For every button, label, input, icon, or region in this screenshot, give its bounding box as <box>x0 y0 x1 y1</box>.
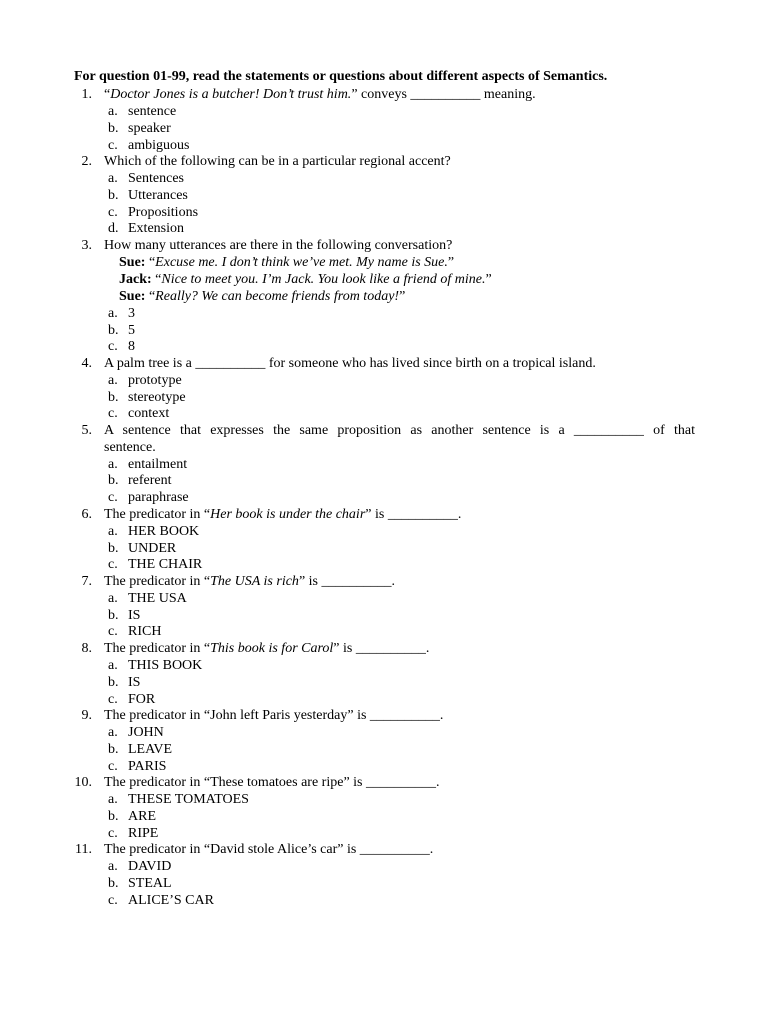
question-text-continued: sentence. <box>104 440 156 455</box>
option-letter: b. <box>108 809 119 824</box>
option-text: JOHN <box>128 725 164 740</box>
question-number: 8. <box>81 641 92 656</box>
question-number: 1. <box>81 87 92 102</box>
option-letter: b. <box>108 121 119 136</box>
question-number: 6. <box>81 507 92 522</box>
option-letter: c. <box>108 692 118 707</box>
option-letter: a. <box>108 373 118 388</box>
option-letter: c. <box>108 557 118 572</box>
question-number: 4. <box>81 356 92 371</box>
option-text: IS <box>128 675 141 690</box>
question-text: The predicator in “John left Paris yesterday” is __________. <box>104 708 444 723</box>
option-text: Propositions <box>128 205 199 220</box>
dialogue-text: Nice to meet you. I’m Jack. You look like a friend of mine. <box>161 272 486 287</box>
option-text: FOR <box>128 692 156 707</box>
option-text: ALICE’S CAR <box>128 893 214 908</box>
option-text: PARIS <box>128 759 167 774</box>
option-letter: c. <box>108 759 118 774</box>
question-text <box>104 573 395 590</box>
dialogue-line: Sue: “Excuse me. I don’t think we’ve met. My name is Sue.” <box>119 255 455 270</box>
speaker-name: Jack: <box>119 272 152 287</box>
option-text: THESE TOMATOES <box>128 792 249 807</box>
option-text: ambiguous <box>128 138 190 153</box>
question-number: 2. <box>81 154 92 169</box>
option-letter: a. <box>108 591 118 606</box>
option-letter: b. <box>108 323 119 338</box>
question-text: Which of the following can be in a particular regional accent? <box>104 154 451 169</box>
option-letter: a. <box>108 457 118 472</box>
option-letter: c. <box>108 138 118 153</box>
option-text: Sentences <box>128 171 184 186</box>
option-text: ARE <box>128 809 156 824</box>
question-text-pre: The predicator in “ <box>104 507 211 522</box>
option-text: THIS BOOK <box>128 658 203 673</box>
option-letter: b. <box>108 188 119 203</box>
option-letter: d. <box>108 221 119 236</box>
option-letter: c. <box>108 624 118 639</box>
question-text <box>104 506 461 523</box>
question-number: 10. <box>74 775 92 790</box>
option-text: stereotype <box>128 390 186 405</box>
option-text: THE USA <box>128 591 187 606</box>
option-letter: b. <box>108 390 119 405</box>
option-letter: b. <box>108 473 119 488</box>
question-number: 7. <box>81 574 92 589</box>
question-text: A sentence that expresses the same proposition as another sentence is a __________ of that <box>104 423 695 438</box>
option-letter: a. <box>108 171 118 186</box>
question-text: A palm tree is a __________ for someone who has lived since birth on a tropical island. <box>104 356 596 371</box>
question-text-rest: ” conveys __________ meaning. <box>351 87 536 102</box>
question-number: 5. <box>81 423 92 438</box>
instructions-heading: For question 01-99, read the statements or questions about different aspects of Semantics. <box>74 69 608 84</box>
speaker-name: Sue: <box>119 255 146 270</box>
question-number: 9. <box>81 708 92 723</box>
speaker-name: Sue: <box>119 289 146 304</box>
option-text: RIPE <box>128 826 159 841</box>
option-text: HER BOOK <box>128 524 200 539</box>
question-text: The predicator in “These tomatoes are ripe” is __________. <box>104 775 440 790</box>
question-text-pre: The predicator in “ <box>104 574 211 589</box>
option-letter: a. <box>108 859 118 874</box>
question-text-pre: The predicator in “ <box>104 641 211 656</box>
option-letter: b. <box>108 675 119 690</box>
option-text: RICH <box>128 624 162 639</box>
quoted-sentence: Her book is under the chair <box>210 507 366 522</box>
option-text: paraphrase <box>128 490 189 505</box>
option-text: 8 <box>128 339 135 354</box>
option-letter: b. <box>108 608 119 623</box>
quoted-sentence: The USA is rich <box>210 574 299 589</box>
option-letter: c. <box>108 826 118 841</box>
question-text <box>104 640 429 657</box>
option-letter: c. <box>108 339 118 354</box>
question-number: 3. <box>81 238 92 253</box>
option-text: context <box>128 406 170 421</box>
option-letter: a. <box>108 725 118 740</box>
option-letter: a. <box>108 104 118 119</box>
quoted-sentence: This book is for Carol <box>210 641 334 656</box>
dialogue-line: Sue: “Really? We can become friends from today!” <box>119 289 406 304</box>
option-letter: b. <box>108 541 119 556</box>
dialogue-text: Excuse me. I don’t think we’ve met. My name is Sue. <box>155 255 448 270</box>
option-letter: a. <box>108 306 118 321</box>
option-text: referent <box>128 473 172 488</box>
option-letter: a. <box>108 792 118 807</box>
option-text: Extension <box>128 221 184 236</box>
option-letter: a. <box>108 524 118 539</box>
open-quote: “ <box>104 87 111 102</box>
question-text-post: ” is __________. <box>365 507 462 522</box>
question-text <box>104 86 536 103</box>
option-text: prototype <box>128 373 182 388</box>
quoted-sentence: Doctor Jones is a butcher! Don’t trust him. <box>110 87 352 102</box>
option-letter: c. <box>108 490 118 505</box>
option-text: THE CHAIR <box>128 557 203 572</box>
option-text: LEAVE <box>128 742 173 757</box>
option-text: STEAL <box>128 876 172 891</box>
option-text: DAVID <box>128 859 172 874</box>
dialogue-line: Jack: “Nice to meet you. I’m Jack. You look like a friend of mine.” <box>119 272 492 287</box>
option-text: 3 <box>128 306 135 321</box>
option-text: UNDER <box>128 541 177 556</box>
option-letter: b. <box>108 876 119 891</box>
question-text: How many utterances are there in the following conversation? <box>104 238 453 253</box>
question-text: The predicator in “David stole Alice’s car” is __________. <box>104 842 434 857</box>
option-letter: c. <box>108 205 118 220</box>
question-text-post: ” is __________. <box>333 641 430 656</box>
option-letter: c. <box>108 406 118 421</box>
option-text: 5 <box>128 323 135 338</box>
dialogue-text: Really? We can become friends from today! <box>155 289 400 304</box>
option-text: sentence <box>128 104 177 119</box>
option-letter: c. <box>108 893 118 908</box>
option-text: entailment <box>128 457 188 472</box>
question-number: 11. <box>75 842 92 857</box>
option-letter: a. <box>108 658 118 673</box>
option-text: speaker <box>128 121 171 136</box>
question-text-post: ” is __________. <box>298 574 395 589</box>
option-text: IS <box>128 608 141 623</box>
option-letter: b. <box>108 742 119 757</box>
option-text: Utterances <box>128 188 188 203</box>
